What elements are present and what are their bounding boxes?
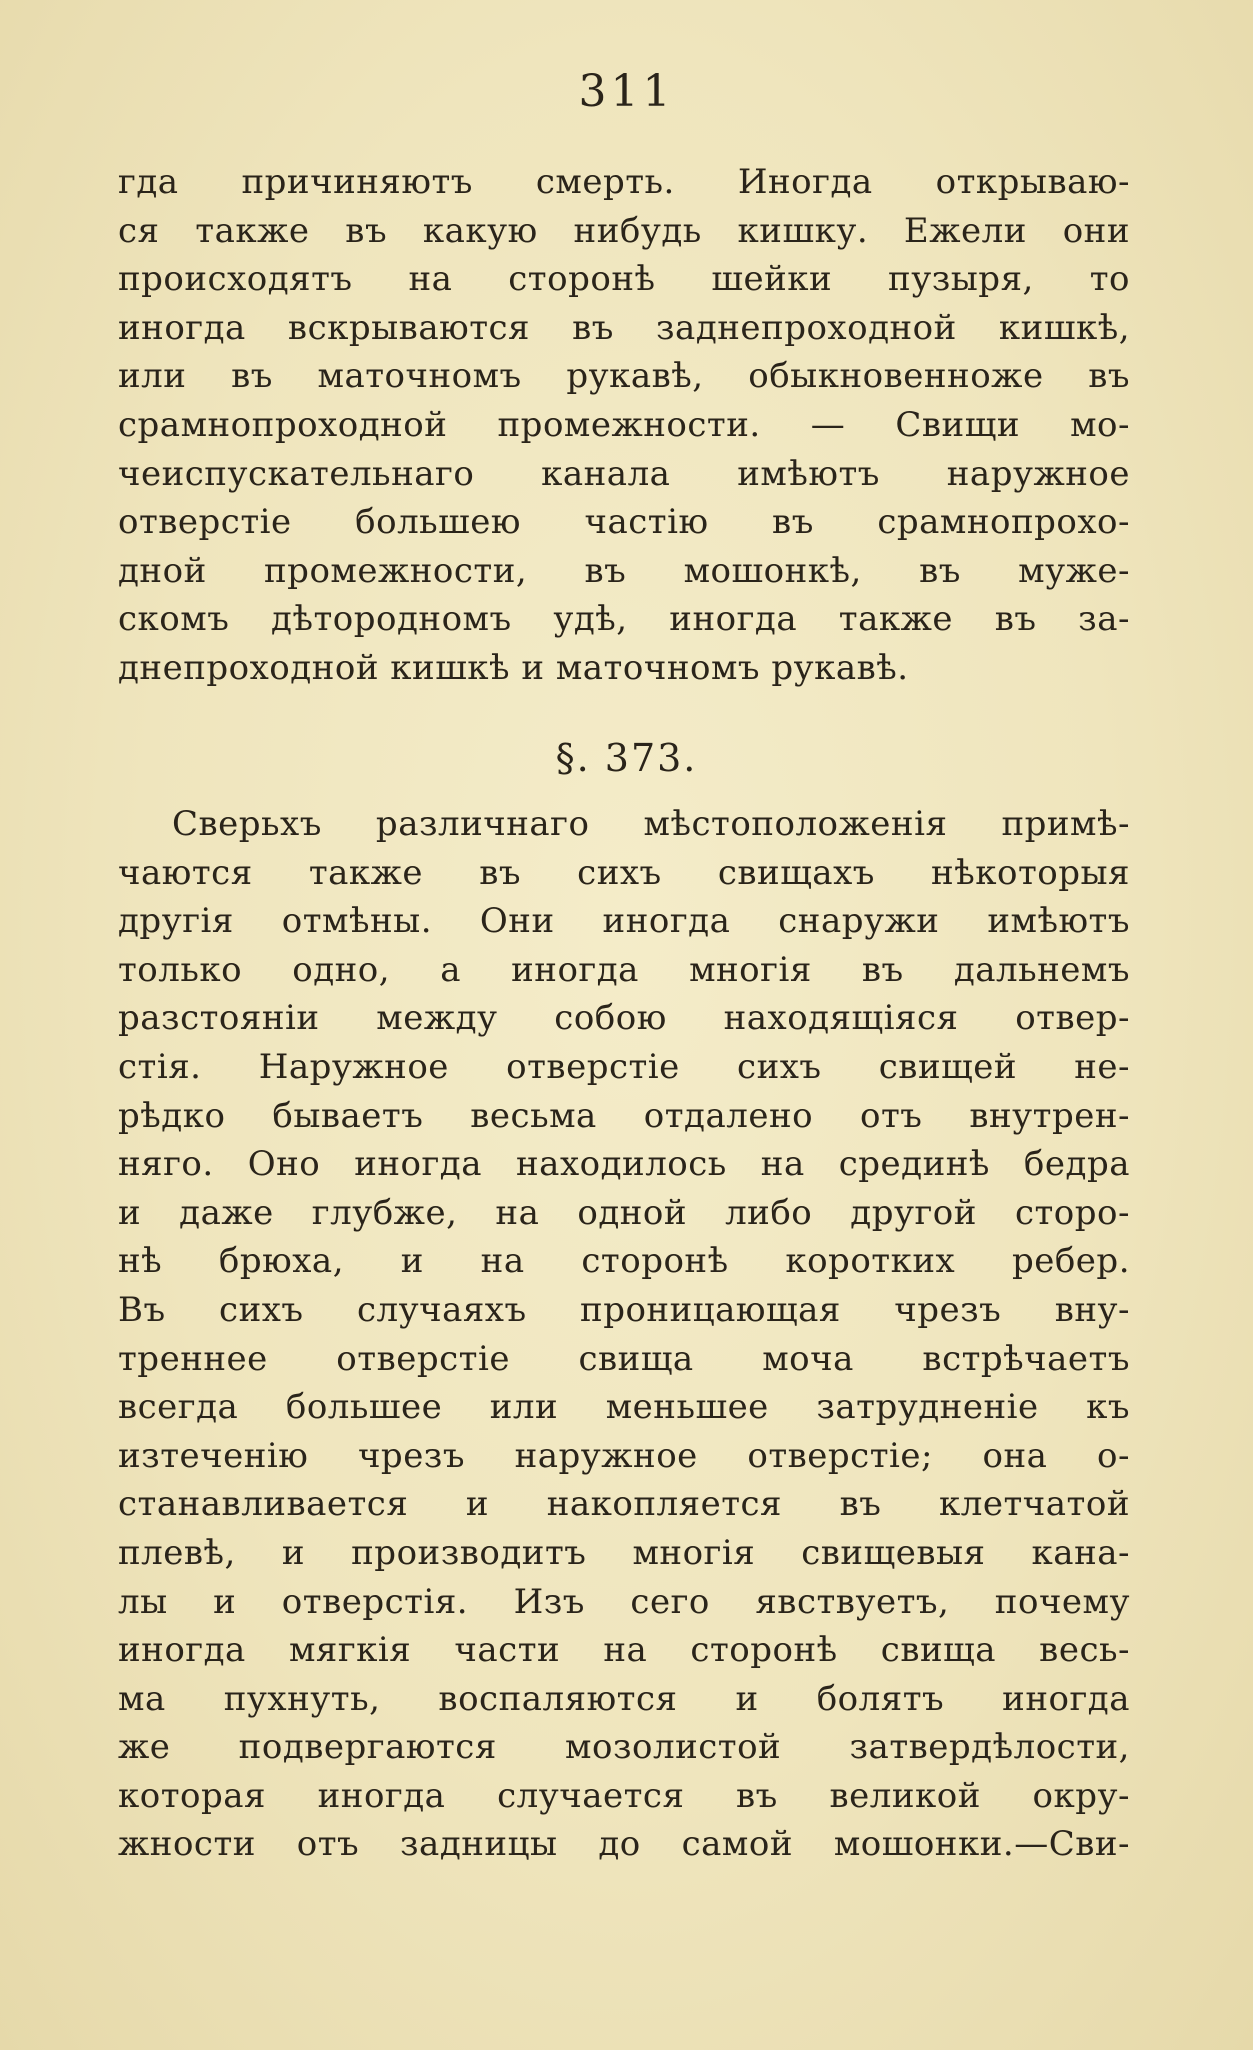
text-line: лы и отверстія. Изъ сего явствуетъ, почему xyxy=(118,1581,1130,1622)
text-line: другія отмѣны. Они иногда снаружи имѣютъ xyxy=(118,901,1130,942)
section-heading: §. 373. xyxy=(555,736,698,780)
text-line: изтеченію чрезъ наружное отверстіе; она о- xyxy=(118,1435,1130,1476)
text-line: же подвергаются мозолистой затвердѣлости, xyxy=(118,1727,1130,1768)
text-line: плевѣ, и производитъ многія свищевыя кана- xyxy=(118,1532,1130,1573)
text-line: стія. Наружное отверстіе сихъ свищей не- xyxy=(118,1046,1130,1087)
text-line: дной промежности, въ мошонкѣ, въ муже- xyxy=(118,550,1130,591)
text-line: гда причиняютъ смерть. Иногда открываю- xyxy=(118,162,1130,202)
text-line: няго. Оно иногда находилось на срединѣ бедра xyxy=(118,1144,1130,1185)
text-line: ма пухнуть, воспаляются и болятъ иногда xyxy=(118,1678,1130,1719)
paragraph-continuation xyxy=(118,158,1130,693)
text-line: иногда мягкія части на сторонѣ свища весь- xyxy=(118,1630,1130,1671)
paragraph-section-373 xyxy=(118,800,1130,1869)
text-line: иногда вскрываются въ заднепроходной кишкѣ, xyxy=(118,307,1130,348)
text-line: чаются также въ сихъ свищахъ нѣкоторыя xyxy=(118,852,1130,893)
text-line: чеиспускательнаго канала имѣютъ наружное xyxy=(118,453,1130,494)
text-line: только одно, а иногда многія въ дальнемъ xyxy=(118,949,1130,990)
text-line: рѣдко бываетъ весьма отдалено отъ внутрен- xyxy=(118,1095,1130,1136)
text-line: станавливается и накопляется въ клетчатой xyxy=(118,1484,1130,1525)
text-line: скомъ дѣтородномъ удѣ, иногда также въ за- xyxy=(118,599,1130,640)
text-line: разстояніи между собою находящіяся отвер- xyxy=(118,998,1130,1039)
text-line: нѣ брюха, и на сторонѣ коротких ребер. xyxy=(118,1241,1130,1282)
text-line: отверстіе большею частію въ срамнопрохо- xyxy=(118,502,1130,543)
text-line: жности отъ задницы до самой мошонки.—Сви- xyxy=(118,1824,1130,1865)
text-line: происходятъ на сторонѣ шейки пузыря, то xyxy=(118,259,1130,300)
text-line: днепроходной кишкѣ и маточномъ рукавѣ. xyxy=(118,647,909,688)
page-number: 311 xyxy=(578,66,675,117)
text-line: Въ сихъ случаяхъ проницающая чрезъ вну- xyxy=(118,1289,1130,1330)
text-line: и даже глубже, на одной либо другой сторо- xyxy=(118,1192,1130,1233)
text-line: Сверьхъ различнаго мѣстоположенія примѣ- xyxy=(172,804,1130,844)
text-line: которая иногда случается въ великой окру- xyxy=(118,1775,1130,1816)
text-line: всегда большее или меньшее затрудненіе къ xyxy=(118,1387,1130,1428)
text-line: или въ маточномъ рукавѣ, обыкновенноже въ xyxy=(118,356,1130,397)
text-line: ся также въ какую нибудь кишку. Ежели они xyxy=(118,210,1130,251)
text-line: срамнопроходной промежности. — Свищи мо- xyxy=(118,404,1130,445)
text-line: треннее отверстіе свища моча встрѣчаетъ xyxy=(118,1338,1130,1379)
